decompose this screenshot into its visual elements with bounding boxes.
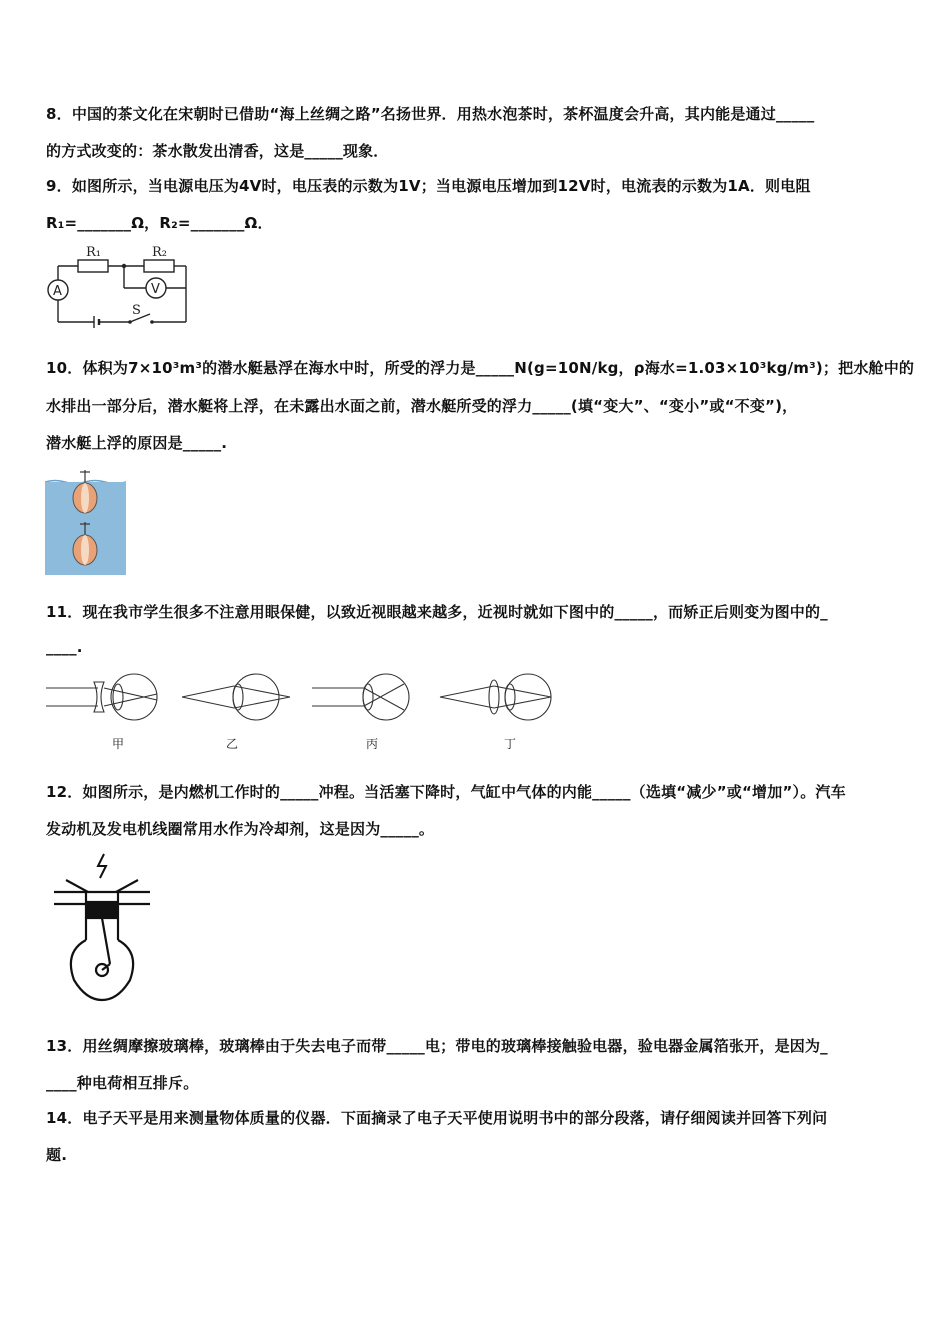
q8-line2: 的方式改变的：茶水散发出清香，这是_____现象． [46, 142, 389, 160]
q11-line1: 11．现在我市学生很多不注意用眼保健，以致近视眼越来越多，近视时就如下图中的_____，而矫正后则变为图中的_ [46, 603, 828, 621]
q11-line2: ____. [46, 638, 83, 656]
engine-figure [52, 852, 152, 1002]
q12-line2: 发动机及发电机线圈常用水作为冷却剂，这是因为_____。 [46, 820, 435, 838]
submarine-figure [45, 462, 126, 575]
q13-line2: ____种电荷相互排斥。 [46, 1074, 199, 1092]
caption-bing: 丙 [366, 737, 379, 751]
eye-diagram-bing [312, 674, 409, 720]
eye-diagram-yi [182, 674, 290, 720]
q14-line1: 14．电子天平是用来测量物体质量的仪器．下面摘录了电子天平使用说明书中的部分段落，请仔细阅读并回答下列问 [46, 1109, 828, 1127]
caption-jia: 甲 [112, 737, 125, 751]
q12-line1: 12．如图所示，是内燃机工作时的_____冲程。当活塞下降时，气缸中气体的内能_____（选填“减少”或“增加”）。汽车 [46, 783, 846, 801]
voltmeter-label: V [151, 282, 160, 297]
r1-label: R₁ [86, 245, 101, 260]
q10-line3: 潜水艇上浮的原因是_____. [46, 434, 228, 452]
r2-resistor [144, 260, 174, 272]
q8-line1: 8．中国的茶文化在宋朝时已借助“海上丝绸之路”名扬世界．用热水泡茶时，茶杯温度会升高，其内能是通过_____ [46, 105, 815, 123]
eye-diagram-ding [440, 674, 551, 720]
q14-line2: 题. [46, 1146, 68, 1164]
circuit-diagram [44, 242, 194, 328]
eye-diagram-jia [46, 674, 157, 720]
r2-label: R₂ [152, 245, 167, 260]
q10-line1: 10．体积为7×10³m³的潜水艇悬浮在海水中时，所受的浮力是_____N(g=10N/kg，ρ海水=1.03×10³kg/m³)；把水舱中的 [46, 359, 915, 377]
eye-diagrams [44, 662, 564, 754]
q13-line1: 13．用丝绸摩擦玻璃棒，玻璃棒由于失去电子而带_____电；带电的玻璃棒接触验电器，验电器金属箔张开，是因为_ [46, 1037, 828, 1055]
caption-yi: 乙 [226, 737, 239, 751]
q9-line2: R₁=_______Ω，R₂=_______Ω． [46, 214, 273, 232]
switch-label: S [132, 303, 141, 318]
q9-line1: 9．如图所示，当电源电压为4V时，电压表的示数为1V；当电源电压增加到12V时，电流表的示数为1A．则电阻 [46, 177, 811, 195]
ammeter-label: A [53, 284, 62, 299]
caption-ding: 丁 [504, 737, 517, 751]
r1-resistor [78, 260, 108, 272]
q10-line2: 水排出一部分后，潜水艇将上浮，在未露出水面之前，潜水艇所受的浮力_____(填“变大”、“变小”或“不变”)， [46, 397, 798, 415]
